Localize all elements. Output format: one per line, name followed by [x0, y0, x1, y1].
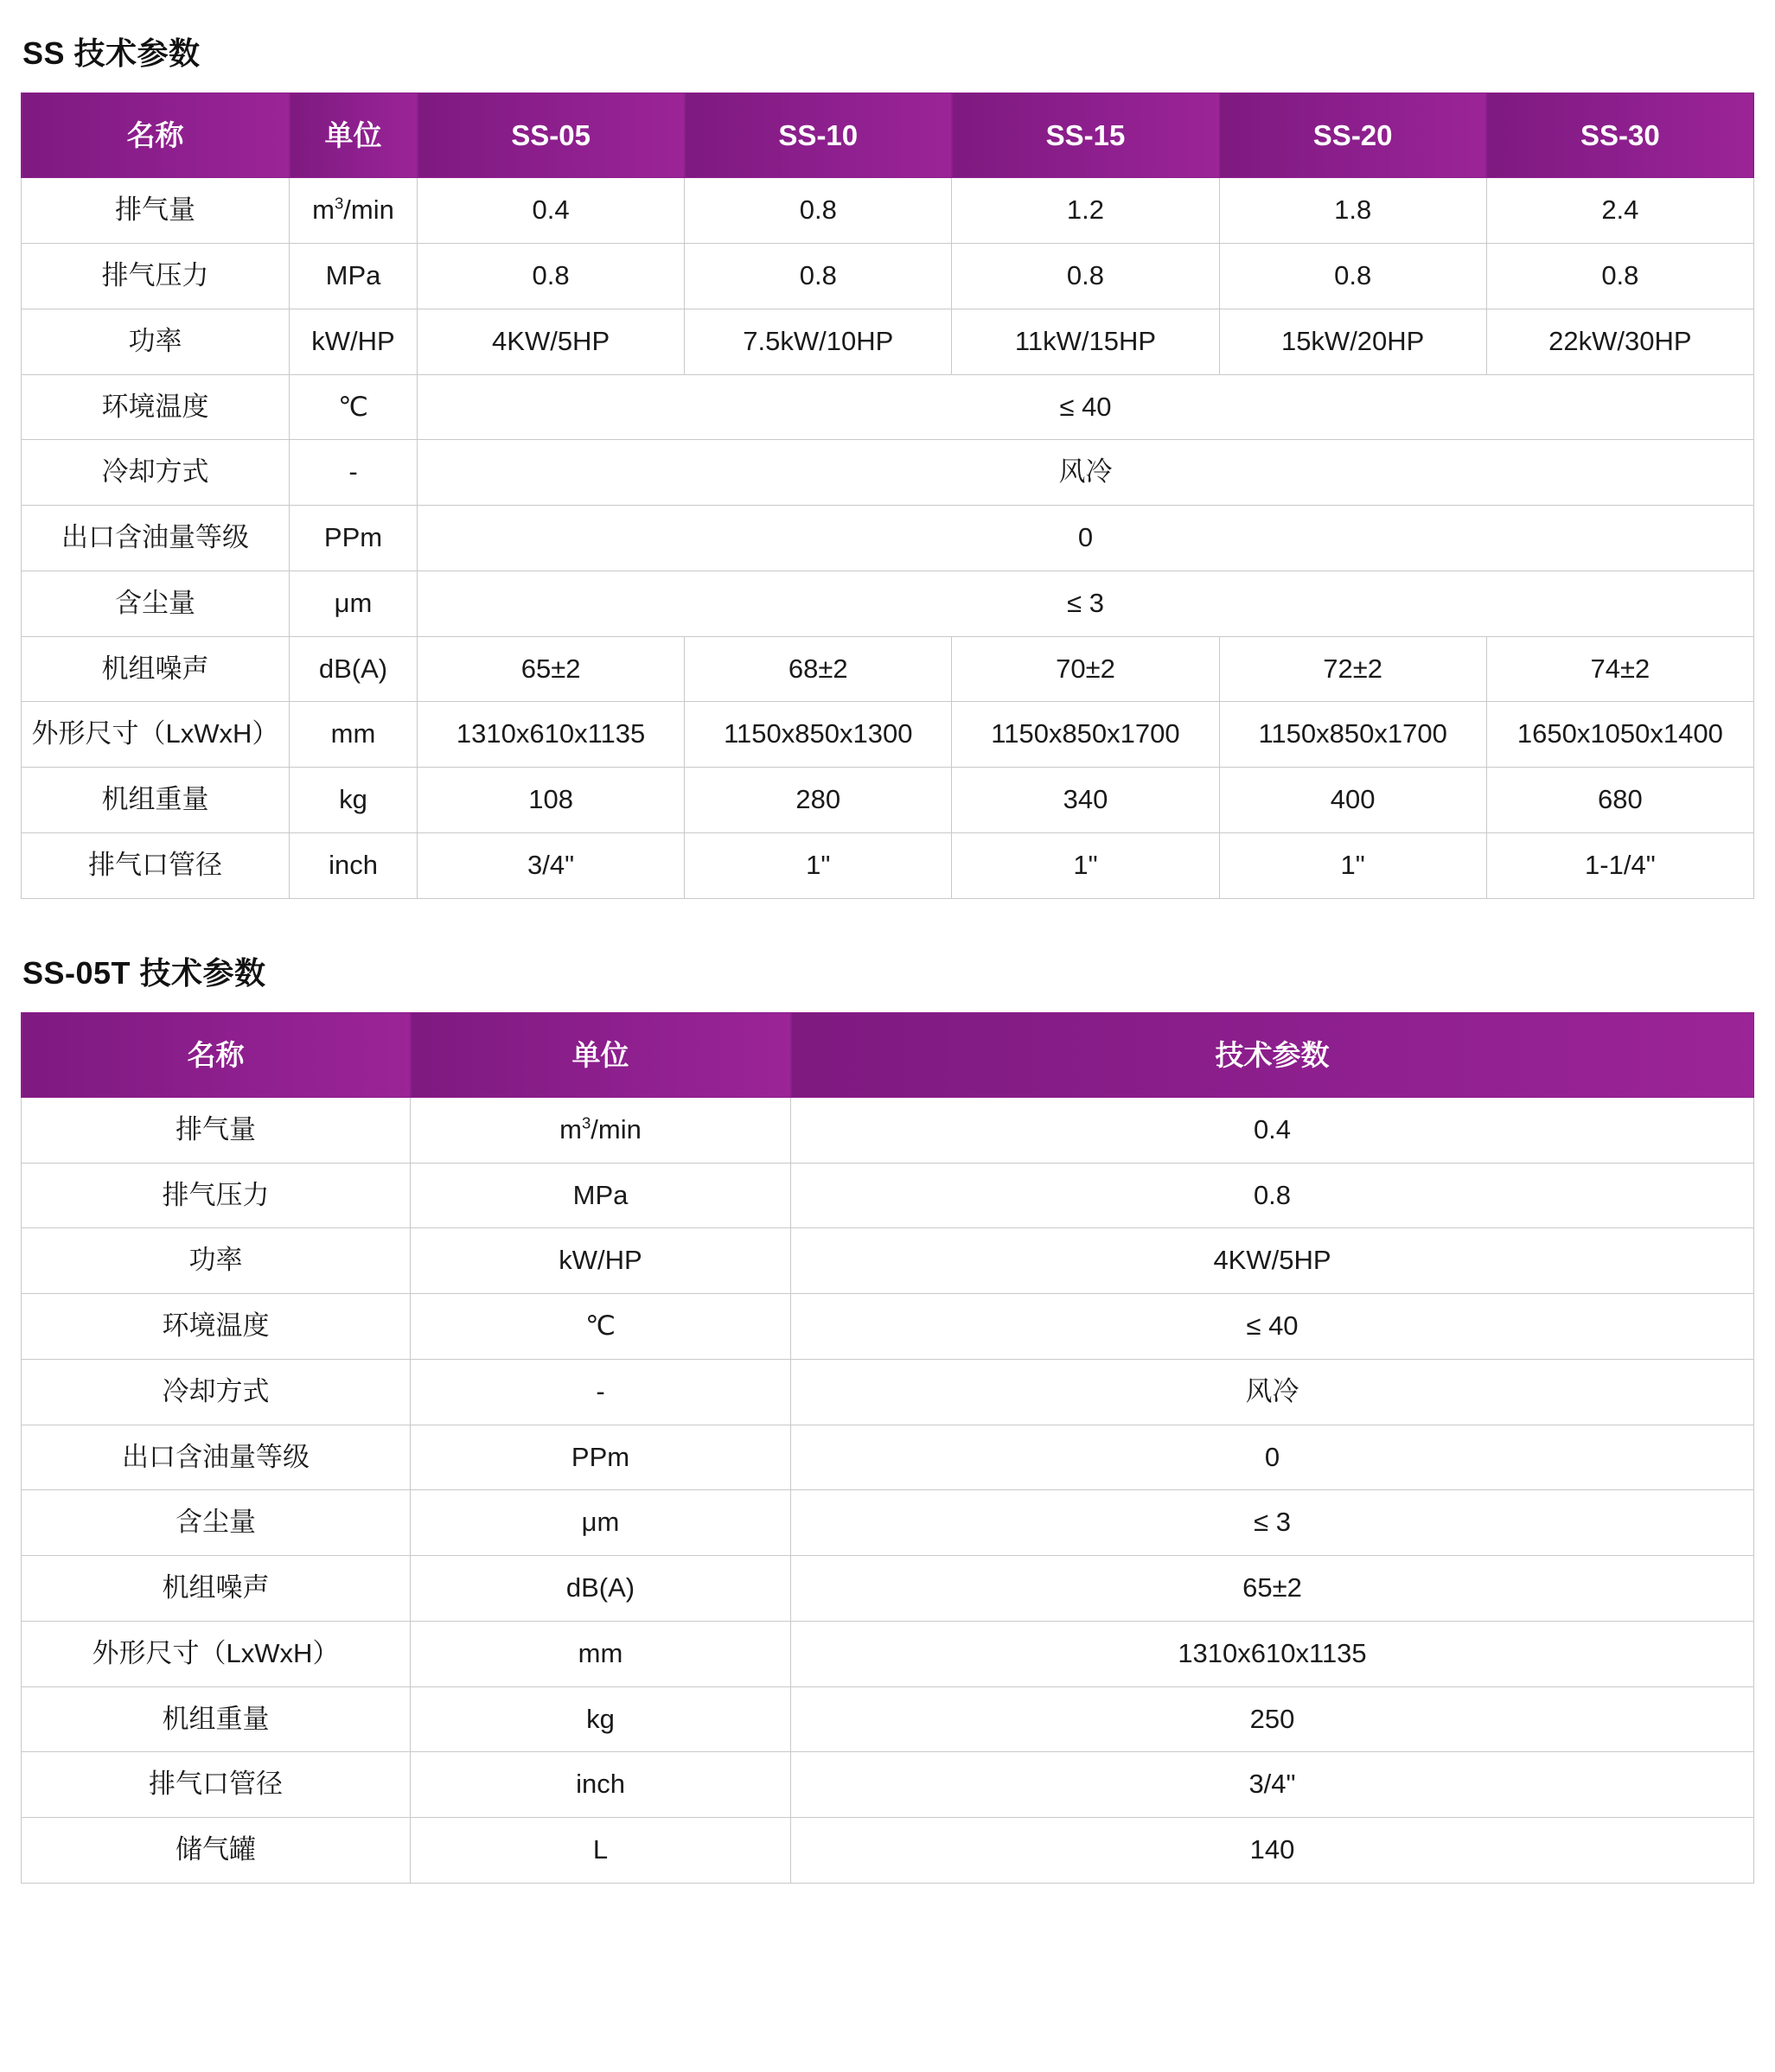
- row-value: 140: [791, 1818, 1754, 1884]
- table-row: [22, 1228, 1754, 1294]
- row-value: 11kW/15HP: [952, 309, 1219, 374]
- row-value-all-models: 风冷: [418, 440, 1754, 506]
- section-title-ss05t: SS-05T 技术参数: [22, 954, 266, 991]
- table-header-row: [22, 93, 1754, 178]
- row-unit: kW/HP: [411, 1228, 791, 1294]
- row-value: 4KW/5HP: [791, 1228, 1754, 1294]
- row-value: 1310x610x1135: [791, 1621, 1754, 1686]
- table-row: [22, 571, 1754, 636]
- table-header-row: [22, 1012, 1754, 1097]
- row-unit: kW/HP: [290, 309, 418, 374]
- row-unit: mm: [411, 1621, 791, 1686]
- row-label: 含尘量: [22, 1490, 411, 1556]
- row-label: 冷却方式: [22, 1359, 411, 1425]
- section-title-ss: SS 技术参数: [22, 35, 201, 71]
- table-row: [22, 1163, 1754, 1228]
- table-row: [22, 244, 1754, 309]
- row-value: 22kW/30HP: [1486, 309, 1753, 374]
- row-label: 功率: [22, 309, 290, 374]
- row-label: 机组重量: [22, 768, 290, 833]
- row-value: 70±2: [952, 636, 1219, 702]
- table-row: [22, 1425, 1754, 1490]
- row-unit: PPm: [411, 1425, 791, 1490]
- row-unit: dB(A): [290, 636, 418, 702]
- row-label: 环境温度: [22, 1294, 411, 1360]
- row-label: 环境温度: [22, 374, 290, 440]
- row-value: 1150x850x1700: [952, 702, 1219, 768]
- row-value: 1-1/4": [1486, 832, 1753, 898]
- row-label: 机组噪声: [22, 636, 290, 702]
- table-row: [22, 1556, 1754, 1622]
- row-value: 0.8: [1219, 244, 1486, 309]
- row-value: 0: [791, 1425, 1754, 1490]
- row-value: 250: [791, 1686, 1754, 1752]
- row-value: ≤ 3: [791, 1490, 1754, 1556]
- row-value: 0.4: [418, 178, 685, 244]
- row-unit: mm: [290, 702, 418, 768]
- table-row: [22, 636, 1754, 702]
- row-value: 340: [952, 768, 1219, 833]
- table-row: [22, 309, 1754, 374]
- col-header-ss20: SS-20: [1219, 93, 1486, 178]
- table-row: [22, 702, 1754, 768]
- row-value: 风冷: [791, 1359, 1754, 1425]
- row-label: 排气压力: [22, 244, 290, 309]
- row-unit: PPm: [290, 506, 418, 571]
- row-value: 1": [1219, 832, 1486, 898]
- row-unit: L: [411, 1818, 791, 1884]
- row-value: 1.8: [1219, 178, 1486, 244]
- row-value: 0.8: [685, 178, 952, 244]
- row-value: 3/4": [418, 832, 685, 898]
- row-label: 排气压力: [22, 1163, 411, 1228]
- row-label: 储气罐: [22, 1818, 411, 1884]
- table-row: [22, 374, 1754, 440]
- row-unit: -: [290, 440, 418, 506]
- col-header-ss15: SS-15: [952, 93, 1219, 178]
- col-header-unit: 单位: [290, 93, 418, 178]
- row-value: 1": [685, 832, 952, 898]
- row-value: 2.4: [1486, 178, 1753, 244]
- col-header-ss30: SS-30: [1486, 93, 1753, 178]
- row-unit: ℃: [290, 374, 418, 440]
- row-value: 0.8: [952, 244, 1219, 309]
- row-value: 1150x850x1700: [1219, 702, 1486, 768]
- row-unit: kg: [411, 1686, 791, 1752]
- row-value: 65±2: [418, 636, 685, 702]
- row-value: 7.5kW/10HP: [685, 309, 952, 374]
- row-unit: dB(A): [411, 1556, 791, 1622]
- row-label: 排气量: [22, 178, 290, 244]
- row-unit: μm: [290, 571, 418, 636]
- row-value: 680: [1486, 768, 1753, 833]
- row-value: 74±2: [1486, 636, 1753, 702]
- table-row: [22, 506, 1754, 571]
- table-row: [22, 178, 1754, 244]
- col-header-ss05: SS-05: [418, 93, 685, 178]
- row-label: 外形尺寸（LxWxH）: [22, 702, 290, 768]
- row-unit: kg: [290, 768, 418, 833]
- row-unit: inch: [411, 1752, 791, 1818]
- row-value: 1310x610x1135: [418, 702, 685, 768]
- row-value: 1150x850x1300: [685, 702, 952, 768]
- ss-spec-table: [21, 92, 1754, 899]
- row-label: 外形尺寸（LxWxH）: [22, 1621, 411, 1686]
- row-value: 0.8: [1486, 244, 1753, 309]
- row-label: 出口含油量等级: [22, 506, 290, 571]
- row-unit: μm: [411, 1490, 791, 1556]
- table-row: [22, 1621, 1754, 1686]
- table-row: [22, 1294, 1754, 1360]
- table-row: [22, 832, 1754, 898]
- row-unit: -: [411, 1359, 791, 1425]
- row-value: 280: [685, 768, 952, 833]
- row-value: 1650x1050x1400: [1486, 702, 1753, 768]
- row-value: 0.8: [418, 244, 685, 309]
- row-label: 冷却方式: [22, 440, 290, 506]
- row-value: 400: [1219, 768, 1486, 833]
- row-value: 15kW/20HP: [1219, 309, 1486, 374]
- row-unit: inch: [290, 832, 418, 898]
- row-value: 1": [952, 832, 1219, 898]
- row-unit: $m^3/\min$: [411, 1097, 791, 1163]
- row-unit: ℃: [411, 1294, 791, 1360]
- row-value: 1.2: [952, 178, 1219, 244]
- table-row: [22, 1097, 1754, 1163]
- row-value: 3/4": [791, 1752, 1754, 1818]
- table-row: [22, 1686, 1754, 1752]
- row-value: ≤ 40: [791, 1294, 1754, 1360]
- row-value: 0.8: [791, 1163, 1754, 1228]
- row-label: 排气口管径: [22, 832, 290, 898]
- row-value: 65±2: [791, 1556, 1754, 1622]
- col-header-name: 名称: [22, 1012, 411, 1097]
- row-value: 0.4: [791, 1097, 1754, 1163]
- row-unit: MPa: [411, 1163, 791, 1228]
- row-label: 机组重量: [22, 1686, 411, 1752]
- row-label: 含尘量: [22, 571, 290, 636]
- table-row: [22, 1359, 1754, 1425]
- col-header-ss10: SS-10: [685, 93, 952, 178]
- row-value: 4KW/5HP: [418, 309, 685, 374]
- table-row: [22, 1490, 1754, 1556]
- row-value-all-models: ≤ 40: [418, 374, 1754, 440]
- row-label: 出口含油量等级: [22, 1425, 411, 1490]
- ss05t-spec-table: [21, 1012, 1754, 1884]
- row-value: 72±2: [1219, 636, 1486, 702]
- col-header-name: 名称: [22, 93, 290, 178]
- table-row: [22, 768, 1754, 833]
- row-value: 68±2: [685, 636, 952, 702]
- row-value: 0.8: [685, 244, 952, 309]
- row-value-all-models: ≤ 3: [418, 571, 1754, 636]
- row-value-all-models: 0: [418, 506, 1754, 571]
- table-row: [22, 1752, 1754, 1818]
- table-row: [22, 1818, 1754, 1884]
- row-label: 机组噪声: [22, 1556, 411, 1622]
- col-header-unit: 单位: [411, 1012, 791, 1097]
- row-label: 功率: [22, 1228, 411, 1294]
- row-value: 108: [418, 768, 685, 833]
- row-unit: $m^3/\min$: [290, 178, 418, 244]
- row-unit: MPa: [290, 244, 418, 309]
- row-label: 排气量: [22, 1097, 411, 1163]
- col-header-spec: 技术参数: [791, 1012, 1754, 1097]
- table-row: [22, 440, 1754, 506]
- row-label: 排气口管径: [22, 1752, 411, 1818]
